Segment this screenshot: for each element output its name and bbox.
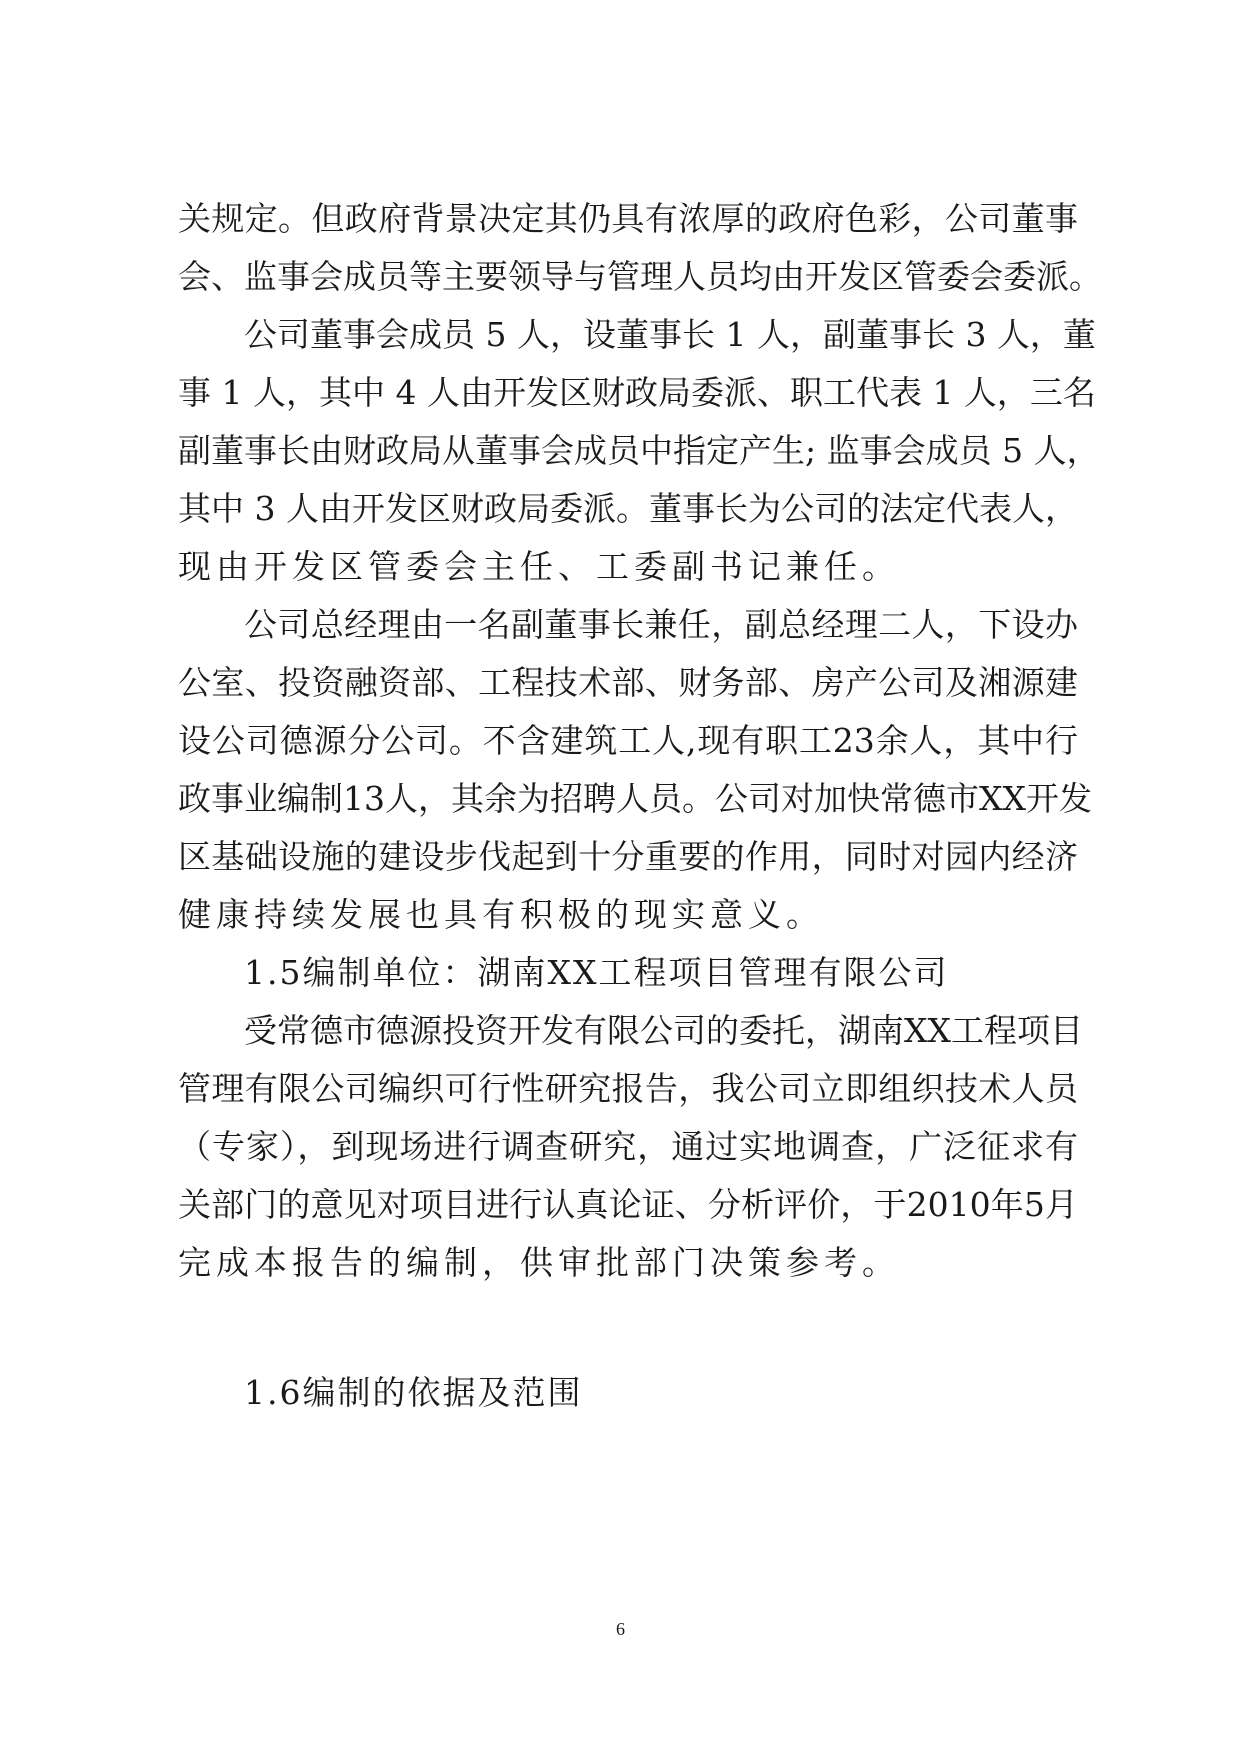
paragraph-line: 关部门的意见对项目进行认真论证、分析评价，于2010年5月 [178,1185,1078,1224]
paragraph-line: 现由开发区管委会主任、工委副书记兼任。 [178,547,900,586]
paragraph-line: （专家），到现场进行调查研究，通过实地调查，广泛征求有 [178,1127,1078,1166]
paragraph-line: 区基础设施的建设步伐起到十分重要的作用，同时对园内经济 [178,837,1078,876]
paragraph-line: 设公司德源分公司。不含建筑工人,现有职工23余人，其中行 [178,721,1078,760]
paragraph-line: 公司总经理由一名副董事长兼任，副总经理二人，下设办 [244,605,1078,644]
paragraph-line: 公司董事会成员 5 人，设董事长 1 人，副董事长 3 人，董 [244,315,1096,354]
paragraph-line: 管理有限公司编织可行性研究报告，我公司立即组织技术人员 [178,1069,1078,1108]
paragraph-line: 事 1 人，其中 4 人由开发区财政局委派、职工代表 1 人，三名 [178,373,1096,412]
paragraph-line: 会、监事会成员等主要领导与管理人员均由开发区管委会委派。 [178,257,1102,296]
page-number: 6 [616,1619,625,1639]
paragraph-line: 完成本报告的编制，供审批部门决策参考。 [178,1243,900,1282]
section-heading: 1.5编制单位：湖南XX工程项目管理有限公司 [244,953,949,992]
paragraph-line: 政事业编制13人，其余为招聘人员。公司对加快常德市XX开发 [178,779,1092,818]
section-heading: 1.6编制的依据及范围 [244,1373,583,1412]
paragraph-line: 受常德市德源投资开发有限公司的委托，湖南XX工程项目 [244,1011,1083,1050]
paragraph-line: 其中 3 人由开发区财政局委派。董事长为公司的法定代表人， [178,489,1078,528]
paragraph-line: 公室、投资融资部、工程技术部、财务部、房产公司及湘源建 [178,663,1078,702]
paragraph-line: 关规定。但政府背景决定其仍具有浓厚的政府色彩，公司董事 [178,199,1078,238]
paragraph-line: 健康持续发展也具有积极的现实意义。 [178,895,824,934]
paragraph-line: 副董事长由财政局从董事会成员中指定产生; 监事会成员 5 人， [178,431,1100,470]
